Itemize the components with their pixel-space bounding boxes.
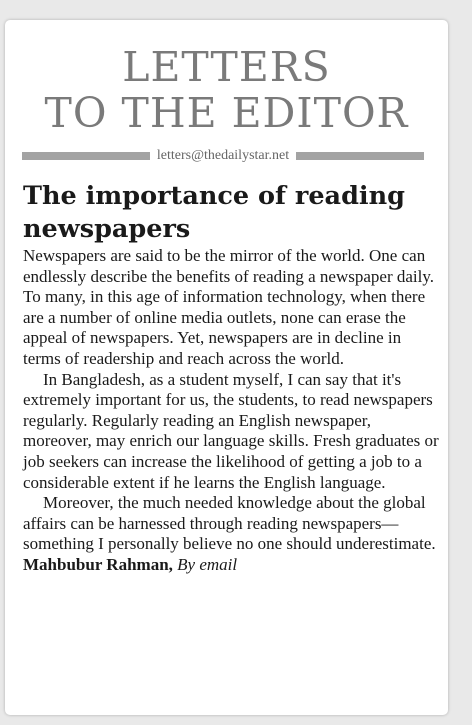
letter-headline: The importance of reading newspapers — [23, 181, 405, 244]
masthead-line-2: TO THE EDITOR — [44, 89, 409, 137]
left-rule — [22, 152, 150, 160]
section-masthead — [5, 44, 448, 136]
letter-paragraph-2: In Bangladesh, as a student myself, I can say that it's extremely important for us, the students, to read newspapers regularly. Regularly reading an English newspaper, moreover, may enrich our language skills. Fresh graduates or job seekers can increase the likelihood of getting a job to a considerable extent if he learns the English language. — [23, 369, 439, 492]
letter-signature — [23, 555, 440, 576]
letter-paragraph-1: Newspapers are said to be the mirror of the world. One can endlessly describe the benefits of reading a newspaper daily. To many, in this age of information technology, when there are a number of online media outlets, none can erase the appeal of newspapers. Yet, newspapers are in decline in terms of readership and reach across the world. — [23, 246, 434, 368]
editor-email: letters@thedailystar.net — [156, 148, 290, 163]
author-name: Mahbubur Rahman, — [23, 554, 173, 574]
masthead-line-1: LETTERS — [122, 43, 331, 91]
letter-paragraph-3: Moreover, the much needed knowledge about the global affairs can be harnessed through reading newspapers—something I personally believe no one should underestimate. — [23, 493, 436, 554]
email-row — [22, 148, 424, 164]
letters-card — [5, 20, 448, 715]
right-rule — [296, 152, 424, 160]
submission-method: By email — [177, 554, 238, 574]
letter-body — [23, 246, 440, 555]
